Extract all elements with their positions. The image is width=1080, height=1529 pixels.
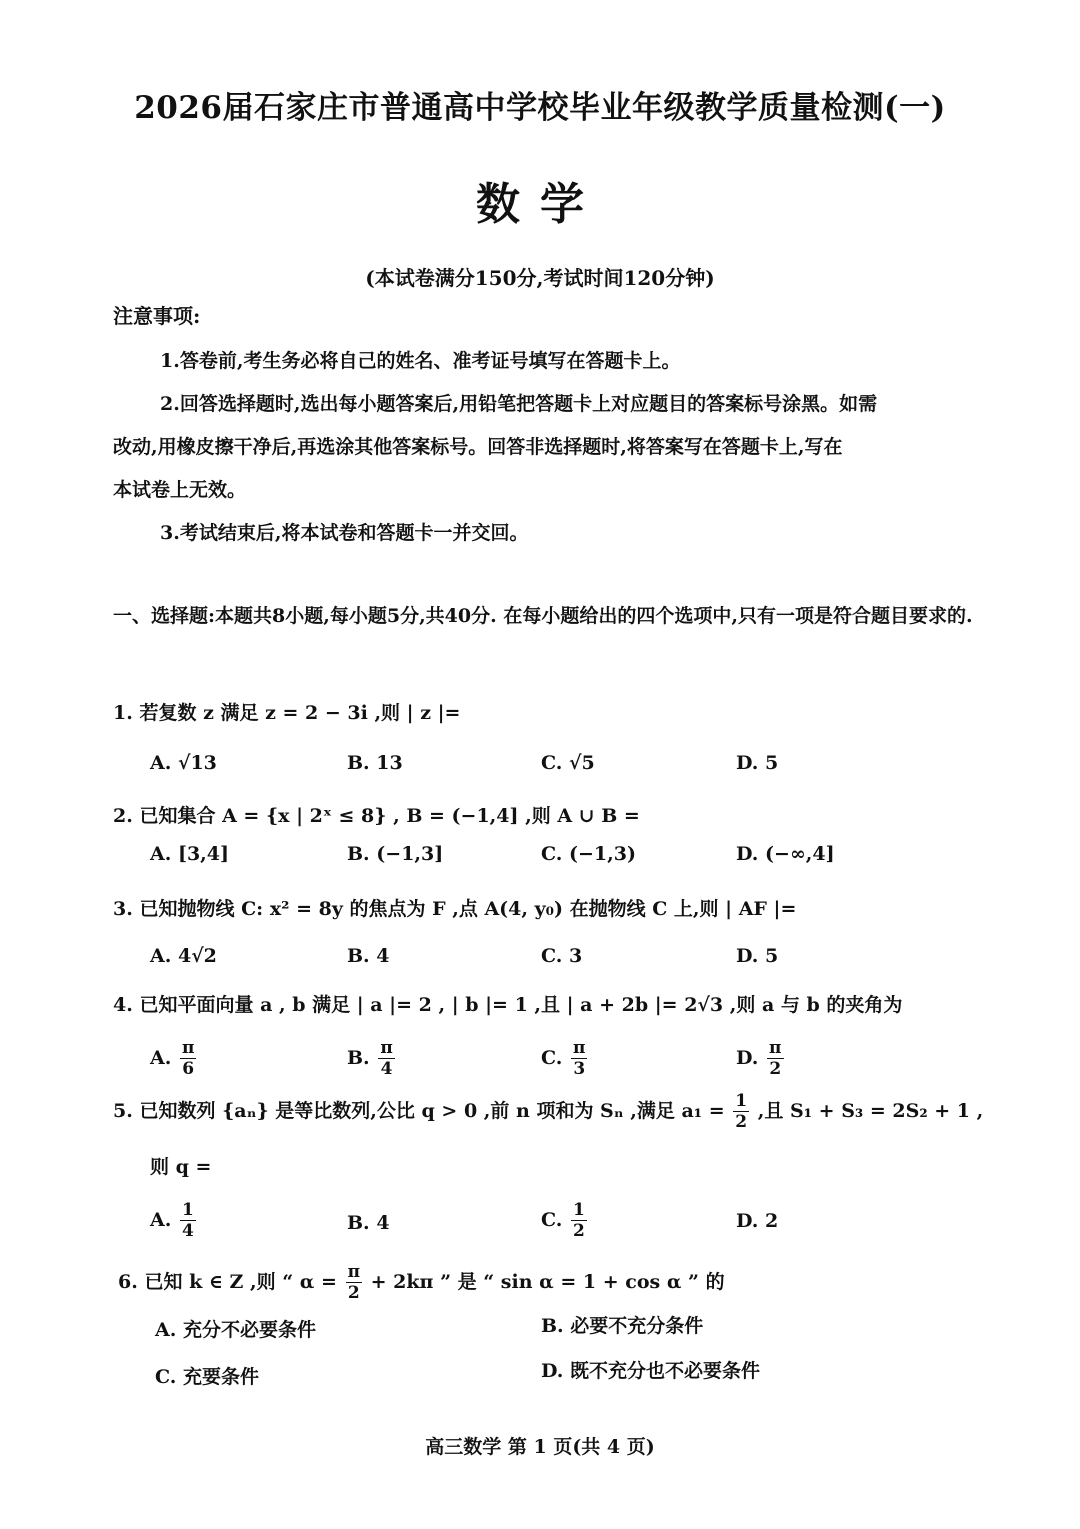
q6-option-d: D. 既不充分也不必要条件: [541, 1360, 761, 1382]
q4-option-d-label: D.: [736, 1047, 759, 1069]
q4-option-a: [150, 1040, 198, 1078]
frac-num: 1: [573, 1200, 585, 1220]
q5-stem-fraction: [733, 1093, 749, 1131]
q4-option-a-label: A.: [150, 1047, 172, 1069]
notice-item-2-cont: 改动,用橡皮擦干净后,再选涂其他答案标号。回答非选择题时,将答案写在答题卡上,写在: [113, 436, 843, 458]
q4-option-d-fraction: [767, 1040, 783, 1078]
question-1-stem: 1. 若复数 z 满足 z = 2 − 3i ,则 | z |=: [113, 702, 461, 724]
q4-option-a-fraction: [180, 1040, 196, 1078]
q6-option-b: B. 必要不充分条件: [541, 1315, 704, 1337]
notice-heading: 注意事项:: [113, 304, 201, 328]
q2-option-a: A. [3,4]: [150, 843, 230, 865]
question-2-stem: 2. 已知集合 A = {x | 2ˣ ≤ 8} , B = (−1,4] ,则 A ∪ B =: [113, 805, 640, 827]
section-heading: 一、选择题:本题共8小题,每小题5分,共40分. 在每小题给出的四个选项中,只有一项是符合题目要求的.: [113, 605, 973, 627]
q1-option-d: D. 5: [736, 752, 779, 774]
frac-num: π: [347, 1262, 361, 1282]
q4-option-c-fraction: [571, 1040, 587, 1078]
frac-num: π: [769, 1038, 782, 1058]
q5-option-b-label: B.: [347, 1212, 370, 1234]
q1-option-a: A. √13: [150, 752, 217, 774]
q6-stem-fraction: [346, 1264, 362, 1302]
q4-option-c: [541, 1040, 589, 1078]
q2-option-b: B. (−1,3]: [347, 843, 444, 865]
frac-den: 2: [769, 1059, 782, 1079]
page-footer: 高三数学 第 1 页(共 4 页): [425, 1436, 655, 1458]
question-4-stem: 4. 已知平面向量 a , b 满足 | a |= 2 , | b |= 1 ,且 | a + 2b |= 2√3 ,则 a 与 b 的夹角为: [113, 994, 903, 1016]
q4-option-d: [736, 1040, 786, 1078]
q5-stem-part-b: ,且 S₁ + S₃ = 2S₂ + 1 ,: [757, 1100, 984, 1122]
subject-title: 数学: [476, 179, 604, 230]
frac-num: π: [573, 1038, 586, 1058]
q6-option-c: C. 充要条件: [155, 1366, 260, 1388]
frac-num: π: [380, 1038, 393, 1058]
q5-option-a-label: A.: [150, 1209, 172, 1231]
frac-den: 3: [573, 1059, 586, 1079]
q4-option-b-label: B.: [347, 1047, 370, 1069]
q4-option-b: [347, 1040, 397, 1078]
q6-option-a: A. 充分不必要条件: [155, 1319, 316, 1341]
notice-item-1: 1.答卷前,考生务必将自己的姓名、准考证号填写在答题卡上。: [160, 350, 681, 372]
q5-option-c-fraction: [571, 1202, 587, 1240]
q5-option-d: [736, 1210, 778, 1232]
q3-option-b: B. 4: [347, 945, 390, 967]
q2-option-c: C. (−1,3): [541, 843, 636, 865]
question-5-stem: [113, 1093, 983, 1131]
question-6-stem: [118, 1264, 725, 1302]
exam-title: 2026届石家庄市普通高中学校毕业年级教学质量检测(一): [134, 90, 946, 126]
q4-option-b-fraction: [378, 1040, 394, 1078]
q3-option-c: C. 3: [541, 945, 583, 967]
q5-option-a-fraction: [180, 1202, 196, 1240]
notice-item-3: 3.考试结束后,将本试卷和答题卡一并交回。: [160, 522, 529, 544]
notice-item-2: 2.回答选择题时,选出每小题答案后,用铅笔把答题卡上对应题目的答案标号涂黑。如需: [160, 393, 878, 415]
q5-option-b-value: 4: [376, 1212, 390, 1234]
q5-option-d-label: D.: [736, 1210, 759, 1232]
q1-option-c: C. √5: [541, 752, 595, 774]
frac-den: 4: [380, 1059, 393, 1079]
q1-option-b: B. 13: [347, 752, 403, 774]
frac-num: 1: [181, 1200, 194, 1220]
frac-den: 6: [182, 1059, 195, 1079]
question-5-stem-line2: 则 q =: [150, 1156, 212, 1178]
q5-option-c-label: C.: [541, 1209, 563, 1231]
q5-option-d-value: 2: [765, 1210, 779, 1232]
frac-num: 1: [735, 1091, 748, 1111]
q4-option-c-label: C.: [541, 1047, 563, 1069]
q5-option-b: [347, 1212, 390, 1234]
q3-option-a: A. 4√2: [150, 945, 217, 967]
notice-item-2-end: 本试卷上无效。: [113, 479, 247, 501]
q2-option-d: D. (−∞,4]: [736, 843, 835, 865]
question-3-stem: 3. 已知抛物线 C: x² = 8y 的焦点为 F ,点 A(4, y₀) 在抛物线 C 上,则 | AF |=: [113, 898, 797, 920]
q3-option-d: D. 5: [736, 945, 779, 967]
q6-stem-part-b: + 2kπ ” 是 “ sin α = 1 + cos α ” 的: [370, 1271, 725, 1293]
q5-option-a: [150, 1202, 198, 1240]
frac-den: 4: [181, 1221, 194, 1241]
q6-stem-part-a: 6. 已知 k ∈ Z ,则 “ α =: [118, 1271, 337, 1293]
q5-stem-part-a: 5. 已知数列 {aₙ} 是等比数列,公比 q > 0 ,前 n 项和为 Sₙ ,满足 a₁ =: [113, 1100, 725, 1122]
frac-den: 2: [347, 1283, 360, 1303]
q5-option-c: [541, 1202, 589, 1240]
frac-den: 2: [735, 1112, 748, 1132]
frac-den: 2: [573, 1221, 585, 1241]
frac-num: π: [181, 1038, 195, 1058]
score-info: (本试卷满分150分,考试时间120分钟): [365, 266, 715, 290]
